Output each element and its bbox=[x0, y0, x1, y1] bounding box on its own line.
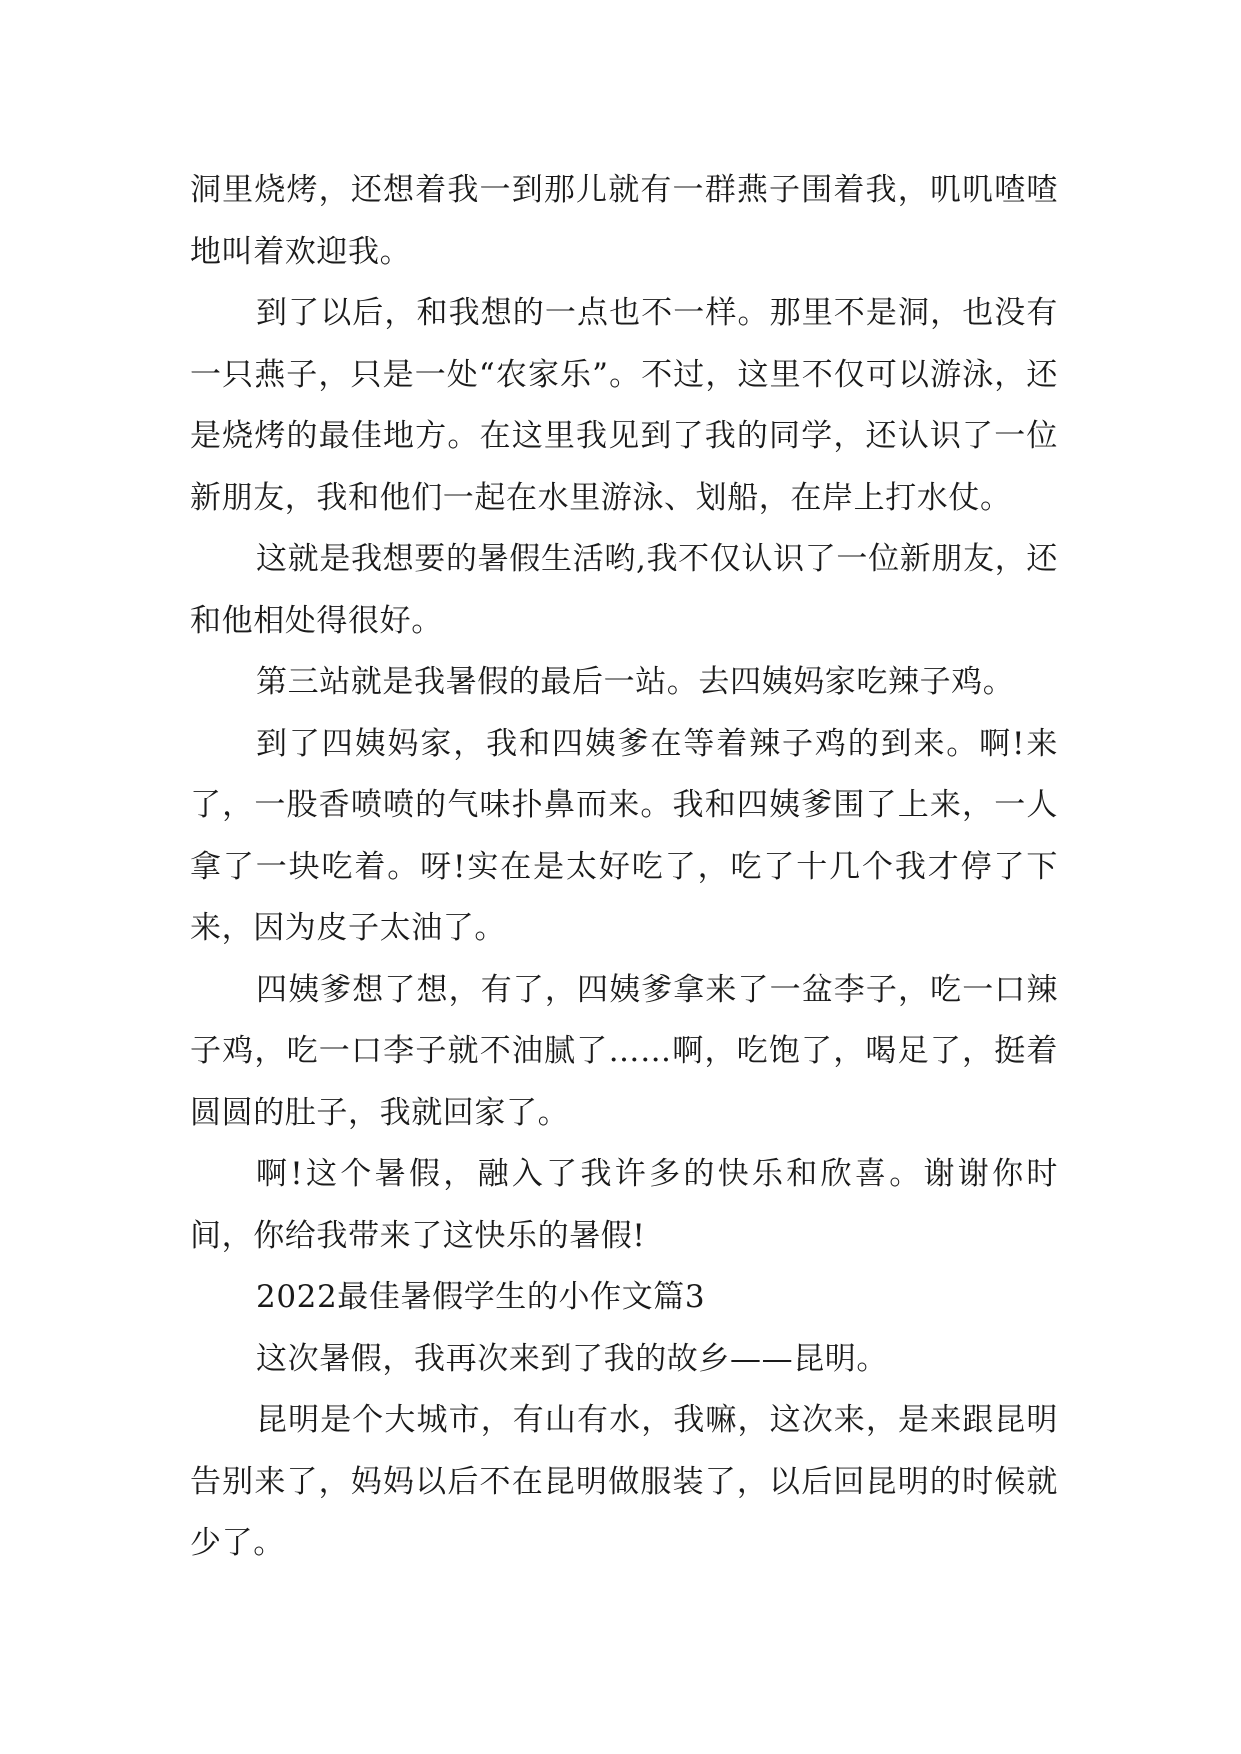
paragraph-3: 这就是我想要的暑假生活哟,我不仅认识了一位新朋友，还和他相处得很好。 bbox=[190, 541, 1058, 639]
paragraph-9: 这次暑假，我再次来到了我的故乡——昆明。 bbox=[256, 1340, 888, 1377]
paragraph-4: 第三站就是我暑假的最后一站。去四姨妈家吃辣子鸡。 bbox=[256, 664, 1015, 700]
section-heading: 2022最佳暑假学生的小作文篇3 bbox=[256, 1279, 706, 1315]
paragraph-7: 啊!这个暑假，融入了我许多的快乐和欣喜。谢谢你时间，你给我带来了这快乐的暑假! bbox=[190, 1156, 1058, 1254]
paragraph-2: 到了以后，和我想的一点也不一样。那里不是洞，也没有一只燕子，只是一处“农家乐”。不过，这里不仅可以游泳，还是烧烤的最佳地方。在这里我见到了我的同学，还认识了一位新朋友，我和他们一起在水里游泳、划船，在岸上打水仗。 bbox=[190, 295, 1058, 516]
document-body bbox=[190, 160, 1058, 1575]
paragraph-1: 洞里烧烤，还想着我一到那儿就有一群燕子围着我，叽叽喳喳地叫着欢迎我。 bbox=[190, 172, 1058, 270]
paragraph-10: 昆明是个大城市，有山有水，我嘛，这次来，是来跟昆明告别来了，妈妈以后不在昆明做服装了，以后回昆明的时候就少了。 bbox=[190, 1402, 1058, 1561]
paragraph-6: 四姨爹想了想，有了，四姨爹拿来了一盆李子，吃一口辣子鸡，吃一口李子就不油腻了……啊，吃饱了，喝足了，挺着圆圆的肚子，我就回家了。 bbox=[190, 971, 1058, 1131]
paragraph-5: 到了四姨妈家，我和四姨爹在等着辣子鸡的到来。啊!来了，一股香喷喷的气味扑鼻而来。我和四姨爹围了上来，一人拿了一块吃着。呀!实在是太好吃了，吃了十几个我才停了下来，因为皮子太油了。 bbox=[190, 725, 1058, 946]
